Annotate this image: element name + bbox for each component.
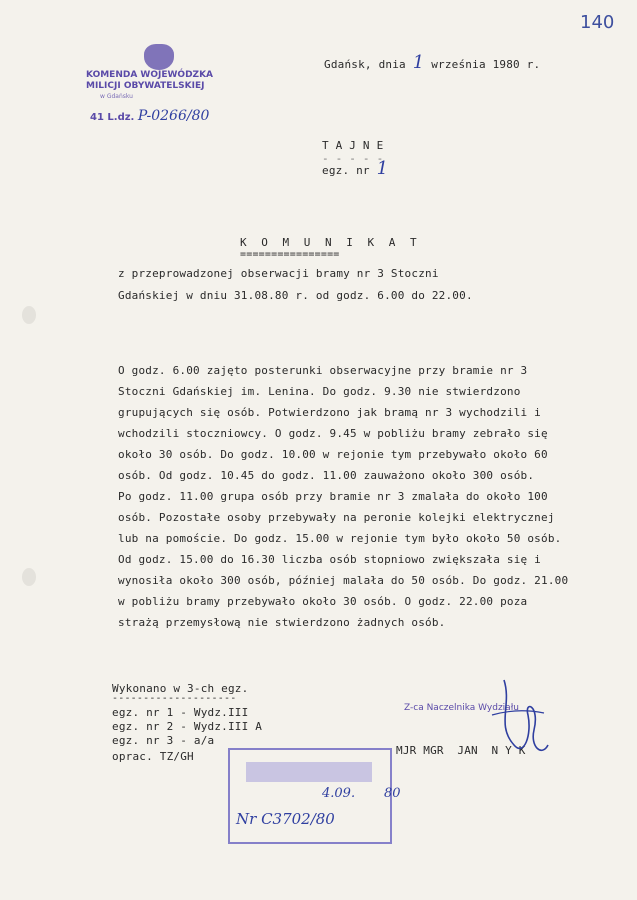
punch-hole [22,306,36,324]
stamp-ref-prefix: 41 L.dz. [90,112,135,123]
body-line: Stoczni Gdańskiej im. Lenina. Do godz. 9.30 nie stwierdzono [118,385,521,398]
stamp-line-3: w Gdańsku [100,93,133,100]
place-date-after: września 1980 r. [431,58,541,71]
copies-made-underline: -------------------- [112,693,237,704]
subtitle-line-2: Gdańskiej w dniu 31.08.80 r. od godz. 6.00 do 22.00. [118,289,473,302]
stamp-line-1: KOMENDA WOJEWÓDZKA [86,70,214,80]
copy-distribution-line: egz. nr 2 - Wydz.III A [112,720,263,733]
body-line: Od godz. 15.00 do 16.30 liczba osób stopniowo zwiększała się i [118,553,541,566]
body-line: Po godz. 11.00 grupa osób przy bramie nr 3 zmalała do około 100 [118,490,548,503]
body-line: w pobliżu bramy przebywało około 30 osób. O godz. 22.00 poza [118,595,528,608]
classification-label: T A J N E [322,139,384,152]
registration-number-handwritten: Nr C3702/80 [236,810,335,828]
handwritten-signature [484,675,554,765]
copies-made-label: Wykonano w 3-ch egz. [112,682,249,695]
registration-stamp-header [246,762,372,782]
classification-underline: - - - - - [322,152,384,165]
copy-label: egz. nr [322,164,370,177]
body-line: lub na pomoście. Do godz. 15.00 w rejonie tym było około 50 osób. [118,532,562,545]
body-line: strażą przemysłową nie stwierdzono żadnych osób. [118,616,446,629]
copy-distribution-line: egz. nr 3 - a/a [112,734,215,747]
title-underline: ================ [240,249,340,260]
body-line: O godz. 6.00 zajęto posterunki obserwacyjne przy bramie nr 3 [118,364,528,377]
place-date [324,52,540,73]
copy-distribution-line: egz. nr 1 - Wydz.III [112,706,249,719]
handwritten-page-number: 140 [580,12,615,33]
punch-hole [22,568,36,586]
handwritten-copy-number: 1 [376,158,389,179]
place-date-before: Gdańsk, dnia [324,58,406,71]
body-line: osób. Pozostałe osoby przebywały na peronie kolejki elektrycznej [118,511,555,524]
registration-date-handwritten: 4.09. [322,786,356,801]
handwritten-day: 1 [412,52,425,73]
subtitle-line-1: z przeprowadzonej obserwacji bramy nr 3 Stoczni [118,267,439,280]
stamp-line-2: MILICJI OBYWATELSKIEJ [86,81,205,91]
body-line: wynosiła około 300 osób, później malała do 50 osób. Do godz. 21.00 [118,574,569,587]
body-line: grupujących się osób. Potwierdzono jak bramą nr 3 wychodzili i [118,406,541,419]
body-line: osób. Od godz. 10.45 do godz. 11.00 zauważono około 300 osób. [118,469,535,482]
signer-name: MJR MGR JAN N Y K [396,744,526,757]
prepared-by: oprac. TZ/GH [112,750,194,763]
eagle-emblem-icon [144,44,174,70]
registration-stamp [228,748,392,844]
document-title: K O M U N I K A T [240,236,421,249]
registration-year-handwritten: 80 [384,786,401,801]
body-line: około 30 osób. Do godz. 10.00 w rejonie tym przebywało około 60 [118,448,548,461]
stamp-ref-handwritten: P-0266/80 [137,108,210,124]
copy-number-line [322,158,388,179]
signer-title-stamp: Z-ca Naczelnika Wydziału [404,703,519,713]
stamp-reference [90,108,209,124]
body-line: wchodzili stoczniowcy. O godz. 9.45 w pobliżu bramy zebrało się [118,427,548,440]
